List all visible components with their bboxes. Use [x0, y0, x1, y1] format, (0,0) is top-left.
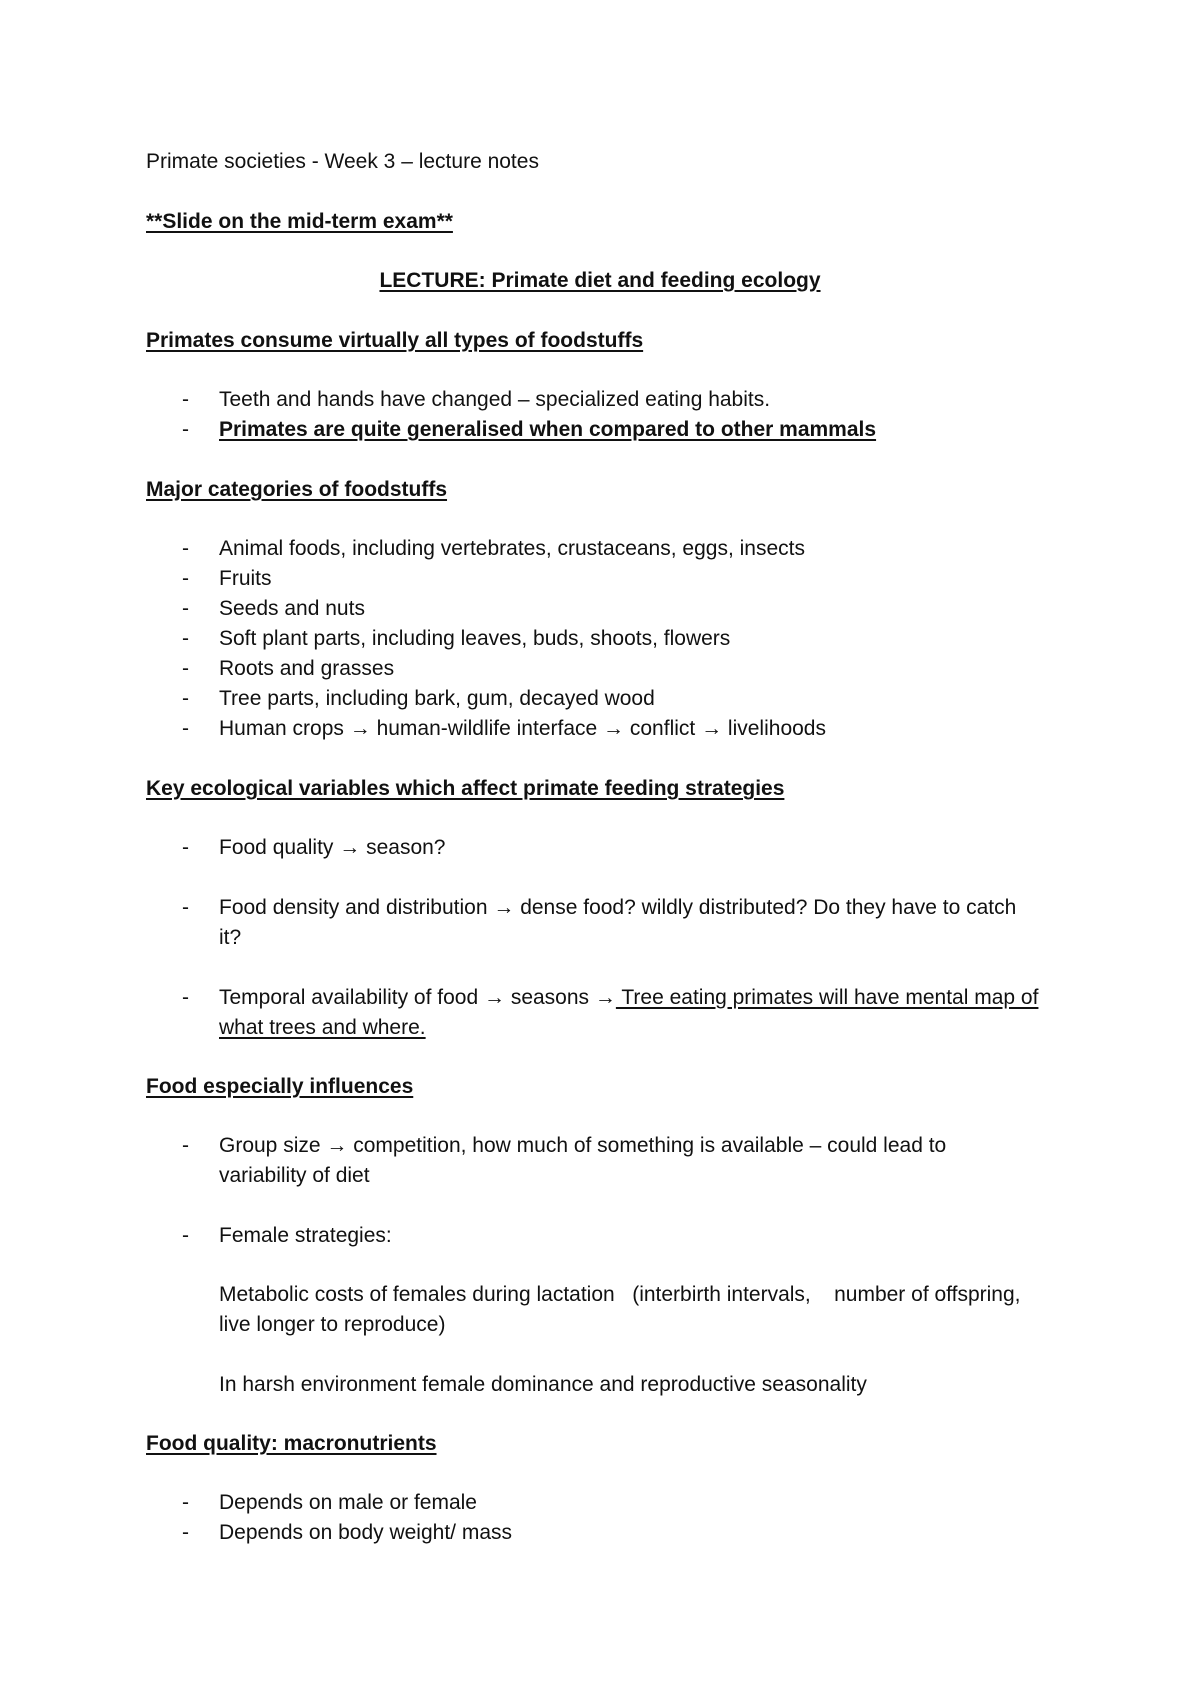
- arrow-right-icon: →: [594, 986, 616, 1009]
- section-heading-macronutrients: Food quality: macronutrients: [146, 1432, 437, 1455]
- bullet-dash: -: [182, 418, 189, 441]
- list-item: Depends on male or female: [219, 1491, 477, 1514]
- bullet-dash: -: [182, 1491, 189, 1514]
- bullet-dash: -: [182, 1224, 189, 1247]
- list-item: Soft plant parts, including leaves, buds, shoots, flowers: [219, 627, 731, 650]
- bullet-dash: -: [182, 567, 189, 590]
- list-item: Primates are quite generalised when compared to other mammals: [219, 418, 877, 441]
- list-item-crops: Human crops → human-wildlife interface → conflict → livelihoods: [219, 717, 826, 740]
- female-strategies-paragraph: Metabolic costs of females during lactation (interbirth intervals, number of offspring, live longer to reproduce): [219, 1283, 1027, 1336]
- section-heading-ecological-variables: Key ecological variables which affect primate feeding strategies: [146, 777, 785, 800]
- bullet-dash: -: [182, 657, 189, 680]
- section-heading-foodstuffs: Primates consume virtually all types of foodstuffs: [146, 329, 644, 352]
- section-heading-influences: Food especially influences: [146, 1075, 414, 1098]
- list-item: Teeth and hands have changed – specialized eating habits.: [219, 388, 771, 411]
- bullet-dash: -: [182, 986, 189, 1009]
- arrow-right-icon: →: [603, 717, 625, 740]
- bullet-dash: -: [182, 687, 189, 710]
- list-item: Seeds and nuts: [219, 597, 365, 620]
- lecture-heading: LECTURE: Primate diet and feeding ecology: [379, 269, 821, 292]
- list-item-food-quality: Food quality → season?: [219, 836, 446, 859]
- slide-note: **Slide on the mid-term exam**: [146, 210, 453, 233]
- female-strategies-paragraph: In harsh environment female dominance and reproductive seasonality: [219, 1373, 867, 1396]
- bullet-dash: -: [182, 627, 189, 650]
- bullet-dash: -: [182, 717, 189, 740]
- list-item: Fruits: [219, 567, 272, 590]
- bullet-dash: -: [182, 1134, 189, 1157]
- list-item-temporal: Temporal availability of food → seasons → Tree eating primates will have mental map of what trees and where.: [219, 986, 1039, 1039]
- arrow-right-icon: →: [483, 986, 505, 1009]
- arrow-right-icon: →: [701, 717, 723, 740]
- bullet-dash: -: [182, 896, 189, 919]
- list-item: Roots and grasses: [219, 657, 395, 680]
- bullet-dash: -: [182, 1521, 189, 1544]
- list-item-group-size: Group size → competition, how much of something is available – could lead to variability of diet: [219, 1134, 947, 1187]
- bullet-dash: -: [182, 537, 189, 560]
- bullet-dash: -: [182, 836, 189, 859]
- bullet-dash: -: [182, 597, 189, 620]
- list-item: Tree parts, including bark, gum, decayed wood: [219, 687, 655, 710]
- arrow-right-icon: →: [349, 717, 371, 740]
- bullet-dash: -: [182, 388, 189, 411]
- document-title: Primate societies - Week 3 – lecture notes: [146, 150, 539, 173]
- section-heading-categories: Major categories of foodstuffs: [146, 478, 448, 501]
- list-item-food-density: Food density and distribution → dense food? wildly distributed? Do they have to catch it?: [219, 896, 1017, 949]
- list-item-female-strategies: Female strategies:: [219, 1224, 392, 1247]
- arrow-right-icon: →: [326, 1134, 348, 1157]
- arrow-right-icon: →: [339, 836, 361, 859]
- list-item: Depends on body weight/ mass: [219, 1521, 513, 1544]
- arrow-right-icon: →: [493, 896, 515, 919]
- list-item: Animal foods, including vertebrates, crustaceans, eggs, insects: [219, 537, 805, 560]
